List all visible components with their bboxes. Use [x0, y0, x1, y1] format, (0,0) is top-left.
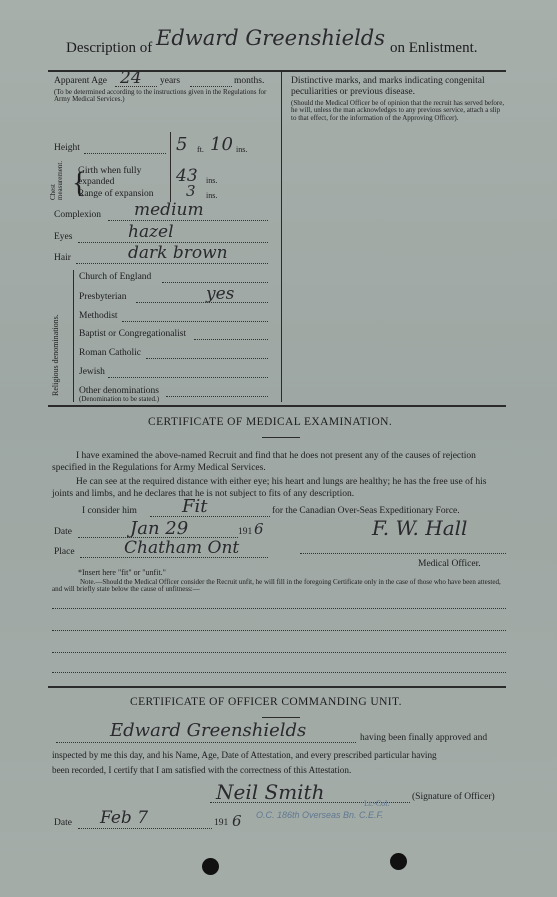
height-dots	[84, 153, 166, 154]
denomination-box-left	[73, 270, 74, 402]
chest-brace: {	[72, 166, 87, 199]
age-note: (To be determined according to the instructions given in the Regulations for Army Medical Services.)	[54, 88, 267, 104]
months-dots	[190, 86, 232, 87]
denom-baptist: Baptist or Congregationalist	[79, 329, 187, 339]
other-denomination-note: (Denomination to be stated.)	[79, 395, 160, 403]
range-value: 3	[186, 182, 196, 200]
column-divider	[281, 72, 282, 402]
officer-heading-rule	[262, 717, 300, 718]
denom-dots-2	[122, 321, 268, 322]
complexion-value: medium	[134, 200, 204, 220]
denom-roman-catholic: Roman Catholic	[79, 348, 142, 358]
medical-paragraph-1: I have examined the above-named Recruit and find that he does not present any of the causes of rejection specified in the Regulations for Army Medical Services.	[52, 451, 476, 473]
date-value: Jan 29	[130, 518, 189, 539]
denom-church-of-england: Church of England	[79, 272, 152, 282]
nota-text: Note.—Should the Medical Officer consider the Recruit unfit, he will fill in the foregoing Certificate only in the case of those who have been attested, and will briefly state below the cause of unfitness:—	[52, 578, 501, 594]
ft-label: ft.	[197, 145, 204, 154]
hair-dots	[76, 263, 268, 264]
officer-name-dots	[56, 742, 356, 743]
years-label: years	[160, 76, 181, 86]
unfit-line-2	[52, 630, 506, 631]
age-label: Apparent Age	[54, 76, 108, 86]
height-ft-value: 5	[176, 134, 188, 155]
officer-heading: CERTIFICATE OF OFFICER COMMANDING UNIT.	[130, 696, 402, 708]
insert-note: *Insert here "fit" or "unfit."	[78, 568, 166, 577]
ins-label: ins.	[236, 145, 248, 154]
denom-jewish: Jewish	[79, 367, 105, 377]
unfit-line-3	[52, 652, 506, 653]
denom-dots-6	[166, 396, 268, 397]
place-value: Chatham Ont	[124, 538, 240, 558]
header-rule	[48, 70, 506, 72]
date-year-prefix: 191	[238, 527, 253, 537]
officer-line-2: inspected by me this day, and his Name, Age, Date of Attestation, and every prescribed particular having	[52, 750, 437, 760]
girth-value: 43	[176, 166, 198, 186]
medical-heading: CERTIFICATE OF MEDICAL EXAMINATION.	[148, 416, 393, 428]
recruit-name-handwritten: Edward Greenshields	[156, 26, 386, 50]
officer-date-label: Date	[54, 818, 72, 828]
consider-dots	[150, 516, 270, 517]
height-label: Height	[54, 143, 80, 153]
officer-date-year-digit: 6	[232, 812, 242, 830]
range-label: Range of expansion	[78, 189, 154, 199]
unfit-line-4	[52, 672, 506, 673]
denom-other: Other denominations	[79, 386, 159, 396]
presbyterian-mark: yes	[206, 284, 235, 304]
eyes-label: Eyes	[54, 232, 73, 242]
medical-heading-rule	[262, 437, 300, 438]
medical-top-rule	[48, 405, 506, 407]
officer-stamp-rank: Lt.-Col.	[364, 799, 390, 808]
officer-signature: Neil Smith	[216, 780, 325, 804]
officer-line-1-end: having been finally approved and	[360, 733, 488, 743]
denom-dots-5	[108, 377, 268, 378]
eyes-value: hazel	[128, 222, 174, 242]
range-ins-label: ins.	[206, 191, 218, 200]
distinctive-marks-title: Distinctive marks, and marks indicating congenital peculiarities or previous disease.	[291, 76, 485, 98]
place-label: Place	[54, 547, 75, 557]
consider-label: I consider him	[82, 506, 137, 516]
punch-hole-right	[390, 853, 407, 870]
complexion-dots	[108, 220, 268, 221]
date-label: Date	[54, 527, 72, 537]
officer-line-3: been recorded, I certify that I am satisfied with the correctness of this Attestation.	[52, 765, 352, 775]
girth-label: Girth when fully expanded	[78, 166, 142, 187]
denom-methodist: Methodist	[79, 311, 118, 321]
hair-label: Hair	[54, 253, 71, 263]
title-suffix: on Enlistment.	[390, 40, 478, 56]
consider-value: Fit	[182, 496, 208, 517]
hair-value: dark brown	[128, 243, 228, 263]
months-label: months.	[234, 76, 265, 86]
denom-dots-4	[146, 358, 268, 359]
unfit-line-1	[52, 608, 506, 609]
height-box-left	[170, 132, 171, 202]
officer-signature-label: (Signature of Officer)	[412, 792, 495, 802]
medical-officer-dots	[300, 553, 506, 554]
title-prefix: Description of	[66, 40, 153, 56]
header-title	[66, 40, 152, 57]
distinctive-marks-note: (Should the Medical Officer be of opinion that the recruit has served before, he will, unless the man acknowledges to any previous service, attach a slip to that effect, for the information of the Approving Officer).	[291, 99, 505, 122]
officer-date-value: Feb 7	[100, 808, 149, 828]
medical-officer-label: Medical Officer.	[418, 559, 481, 569]
denom-presbyterian: Presbyterian	[79, 292, 127, 302]
chest-label: Chest measurement.	[49, 160, 65, 200]
officer-top-rule	[48, 686, 506, 688]
denom-dots-3	[194, 339, 268, 340]
officer-stamp: O.C. 186th Overseas Bn. C.E.F.	[256, 810, 384, 820]
complexion-label: Complexion	[54, 210, 101, 220]
medical-paragraph-2: He can see at the required distance with either eye; his heart and lungs are healthy; he has the free use of his joints and limbs, and he declares that he is not subject to fits of any description.	[52, 477, 487, 499]
officer-name-handwritten: Edward Greenshields	[110, 720, 307, 741]
height-ins-value: 10	[210, 134, 233, 155]
religious-label: Religious denominations.	[51, 314, 60, 396]
for-force-label: for the Canadian Over-Seas Expeditionary Force.	[272, 506, 460, 516]
date-year-digit: 6	[254, 520, 264, 538]
age-years-value: 24	[120, 68, 142, 88]
denom-dots-1	[136, 302, 268, 303]
punch-hole-left	[202, 858, 219, 875]
medical-officer-signature: F. W. Hall	[372, 516, 468, 540]
denom-dots-0	[162, 282, 268, 283]
officer-date-year-prefix: 191	[214, 818, 229, 828]
girth-ins-label: ins.	[206, 176, 218, 185]
officer-date-dots	[78, 828, 212, 829]
